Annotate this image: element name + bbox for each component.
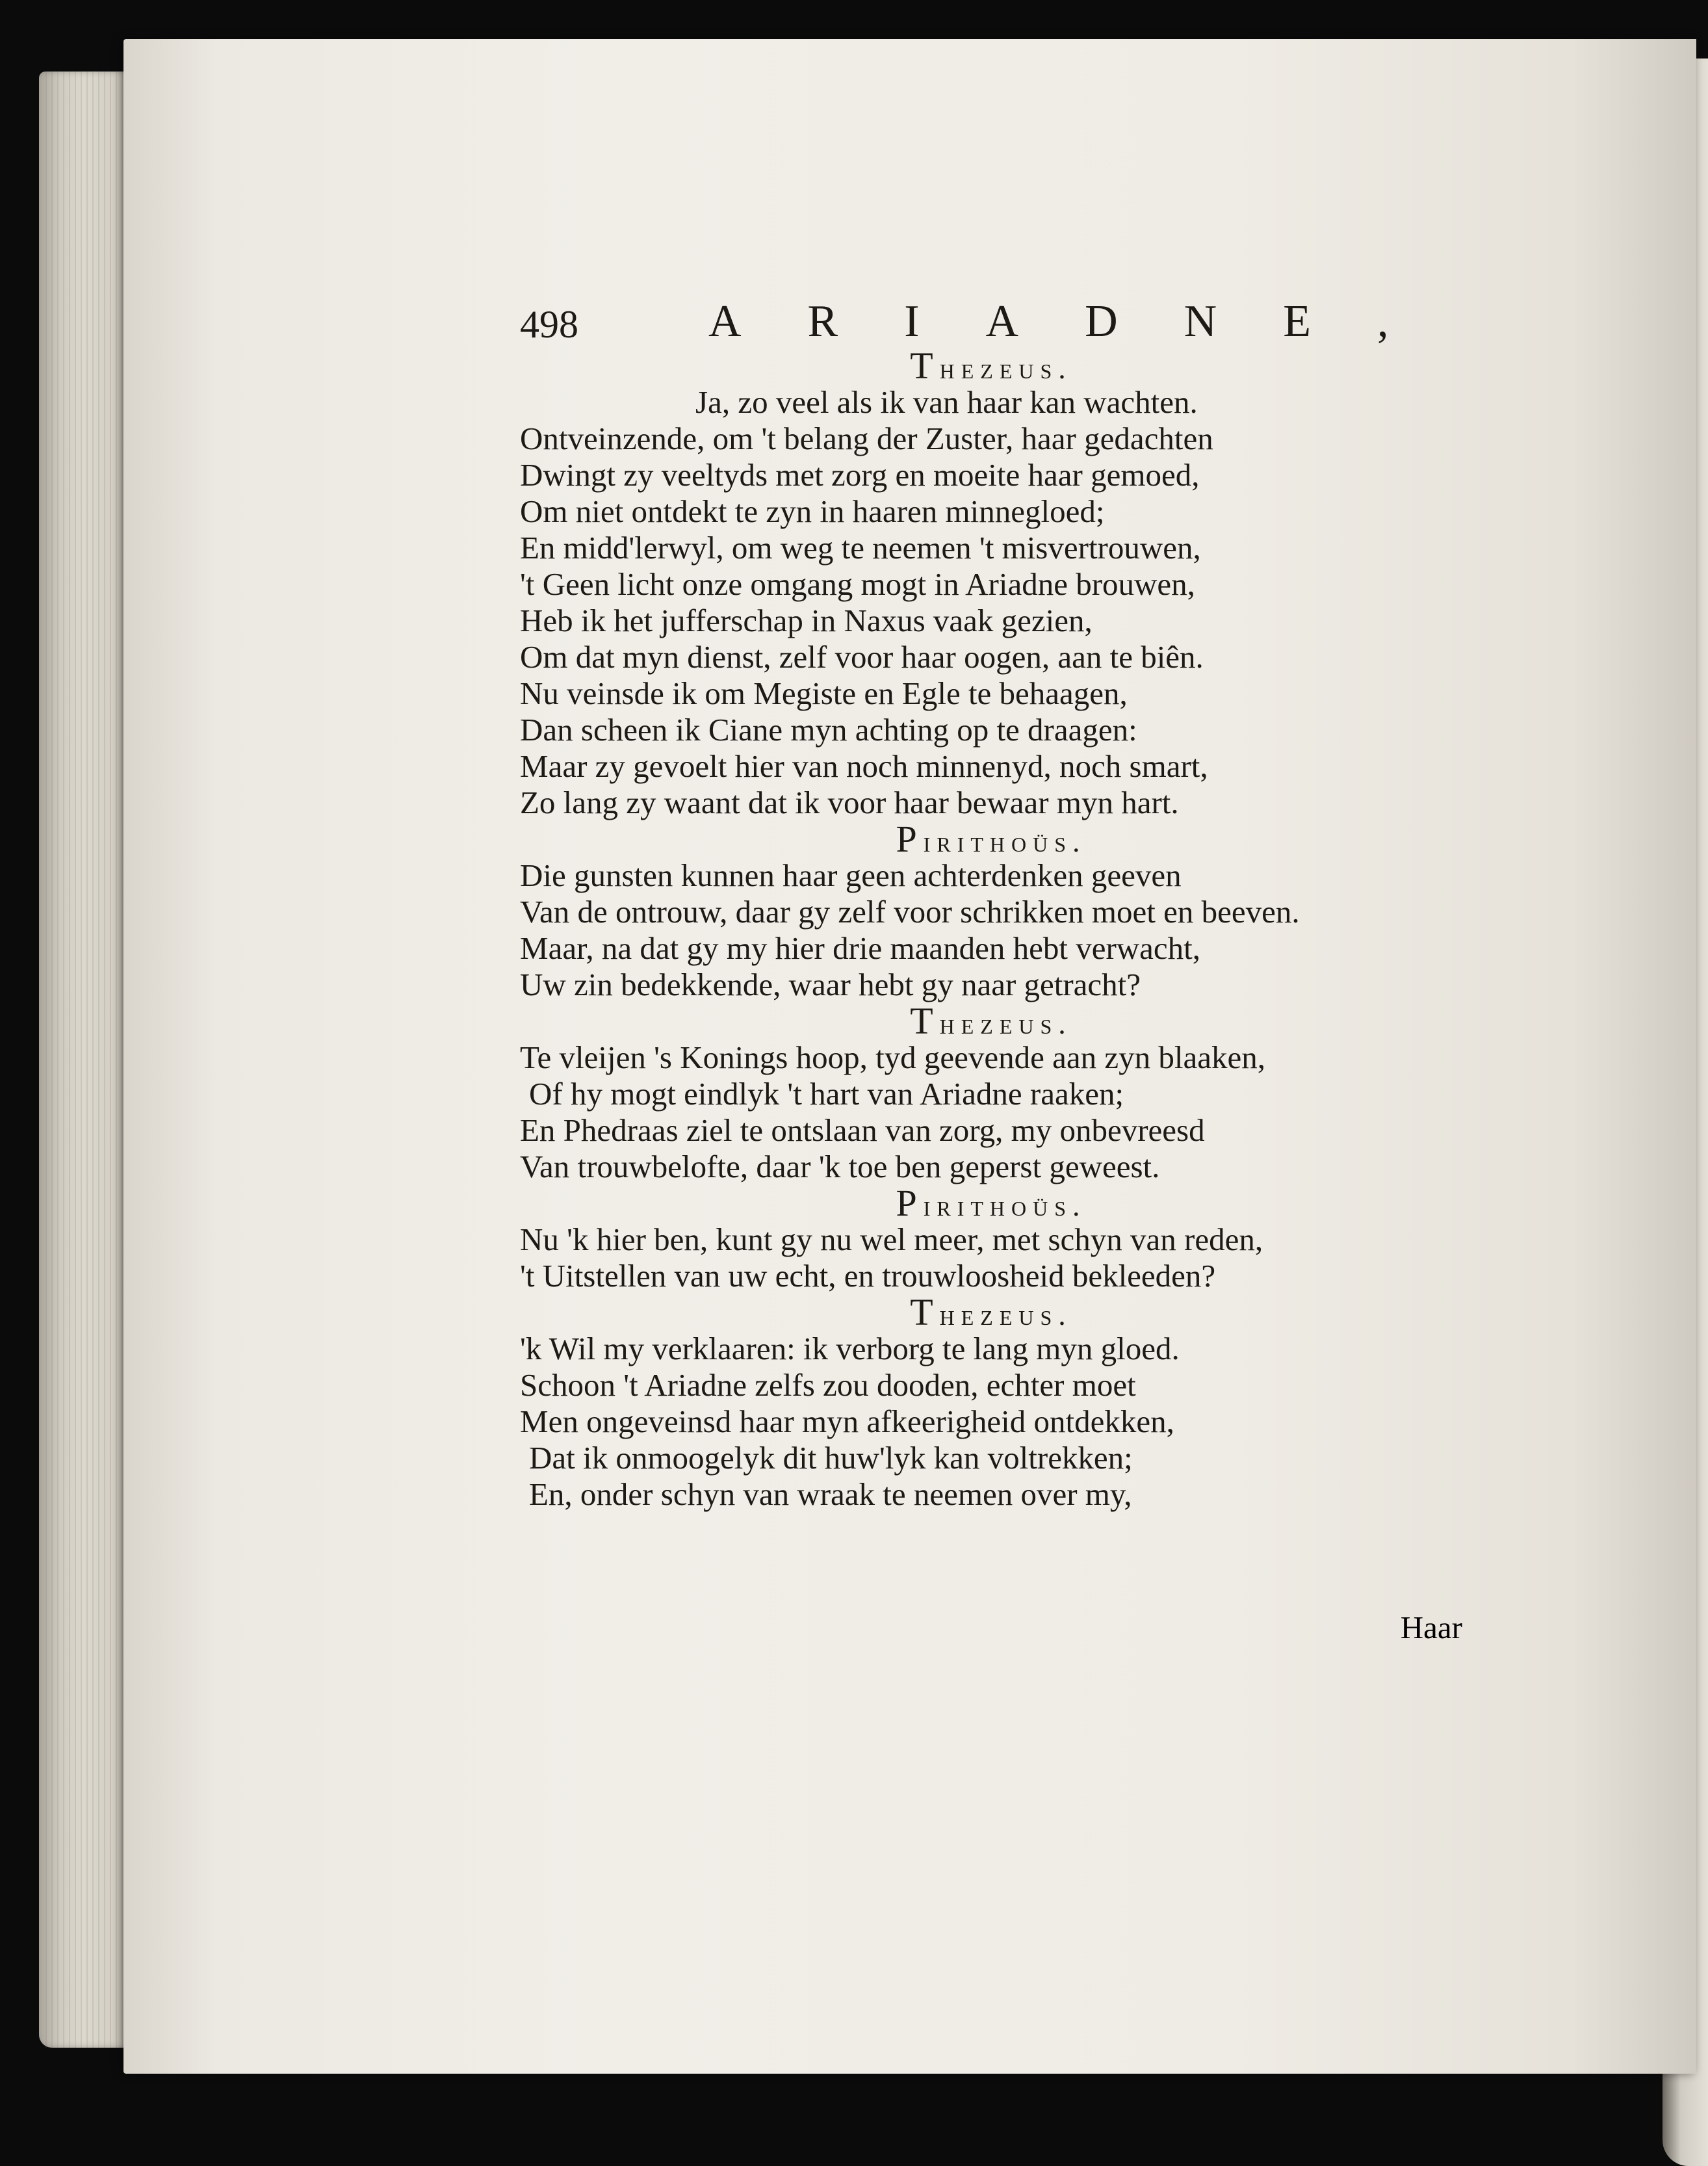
verse-line: Om dat myn dienst, zelf voor haar oogen, aan te biên. <box>520 639 1204 675</box>
verse-line: En Phedraas ziel te ontslaan van zorg, my onbevreesd <box>520 1112 1205 1148</box>
verse-line: Uw zin bedekkende, waar hebt gy naar getracht? <box>520 967 1141 1002</box>
verse-line: Dwingt zy veeltyds met zorg en moeite haar gemoed, <box>520 457 1200 493</box>
verse-line: Van trouwbelofte, daar 'k toe ben geperst geweest. <box>520 1149 1160 1184</box>
verse-line: Men ongeveinsd haar myn afkeerigheid ontdekken, <box>520 1403 1174 1439</box>
catchword: Haar <box>1400 1610 1462 1645</box>
running-head <box>520 289 1462 348</box>
verse-line: Te vleijen 's Konings hoop, tyd geevende aan zyn blaaken, <box>520 1039 1266 1075</box>
page-number: 498 <box>520 303 578 346</box>
verse-line: Nu 'k hier ben, kunt gy nu wel meer, met schyn van reden, <box>520 1221 1263 1257</box>
verse-line: Ja, zo veel als ik van haar kan wachten. <box>695 384 1198 420</box>
page-text-block <box>520 289 1462 1513</box>
verse-line: Ontveinzende, om 't belang der Zuster, haar gedachten <box>520 421 1213 456</box>
verse-line: 't Uitstellen van uw echt, en trouwloosheid bekleeden? <box>520 1258 1216 1294</box>
verse-line: Die gunsten kunnen haar geen achterdenken geeven <box>520 857 1182 893</box>
verse-line: Zo lang zy waant dat ik voor haar bewaar myn hart. <box>520 785 1179 820</box>
verse-line: Dan scheen ik Ciane myn achting op te draagen: <box>520 712 1137 748</box>
verse-line: Nu veinsde ik om Megiste en Egle te behaagen, <box>520 675 1128 711</box>
verse-line: Dat ik onmoogelyk dit huw'lyk kan voltrekken; <box>529 1440 1133 1476</box>
speaker-name: Pirithoüs. <box>896 818 1087 860</box>
speaker-name: Thezeus. <box>910 345 1072 387</box>
speaker-name: Thezeus. <box>910 1000 1072 1042</box>
verse-line: Om niet ontdekt te zyn in haaren minnegloed; <box>520 493 1105 529</box>
verse-line: Maar zy gevoelt hier van noch minnenyd, noch smart, <box>520 748 1208 784</box>
verse-line: 't Geen licht onze omgang mogt in Ariadne brouwen, <box>520 566 1195 602</box>
verse-line: Maar, na dat gy my hier drie maanden hebt verwacht, <box>520 930 1201 966</box>
speaker-name: Pirithoüs. <box>896 1182 1087 1224</box>
verse-line: En midd'lerwyl, om weg te neemen 't misvertrouwen, <box>520 530 1201 566</box>
verse-line: Schoon 't Ariadne zelfs zou dooden, echter moet <box>520 1367 1136 1403</box>
verse-lines <box>520 345 1462 1513</box>
speaker-name: Thezeus. <box>910 1291 1072 1333</box>
running-title: ARIADNE, <box>708 296 1455 346</box>
verse-line: 'k Wil my verklaaren: ik verborg te lang myn gloed. <box>520 1331 1180 1366</box>
verse-line: Of hy mogt eindlyk 't hart van Ariadne raaken; <box>529 1076 1124 1112</box>
verse-line: En, onder schyn van wraak te neemen over my, <box>529 1476 1132 1512</box>
verse-line: Van de ontrouw, daar gy zelf voor schrikken moet en beeven. <box>520 894 1300 930</box>
verse-line: Heb ik het jufferschap in Naxus vaak gezien, <box>520 603 1093 638</box>
